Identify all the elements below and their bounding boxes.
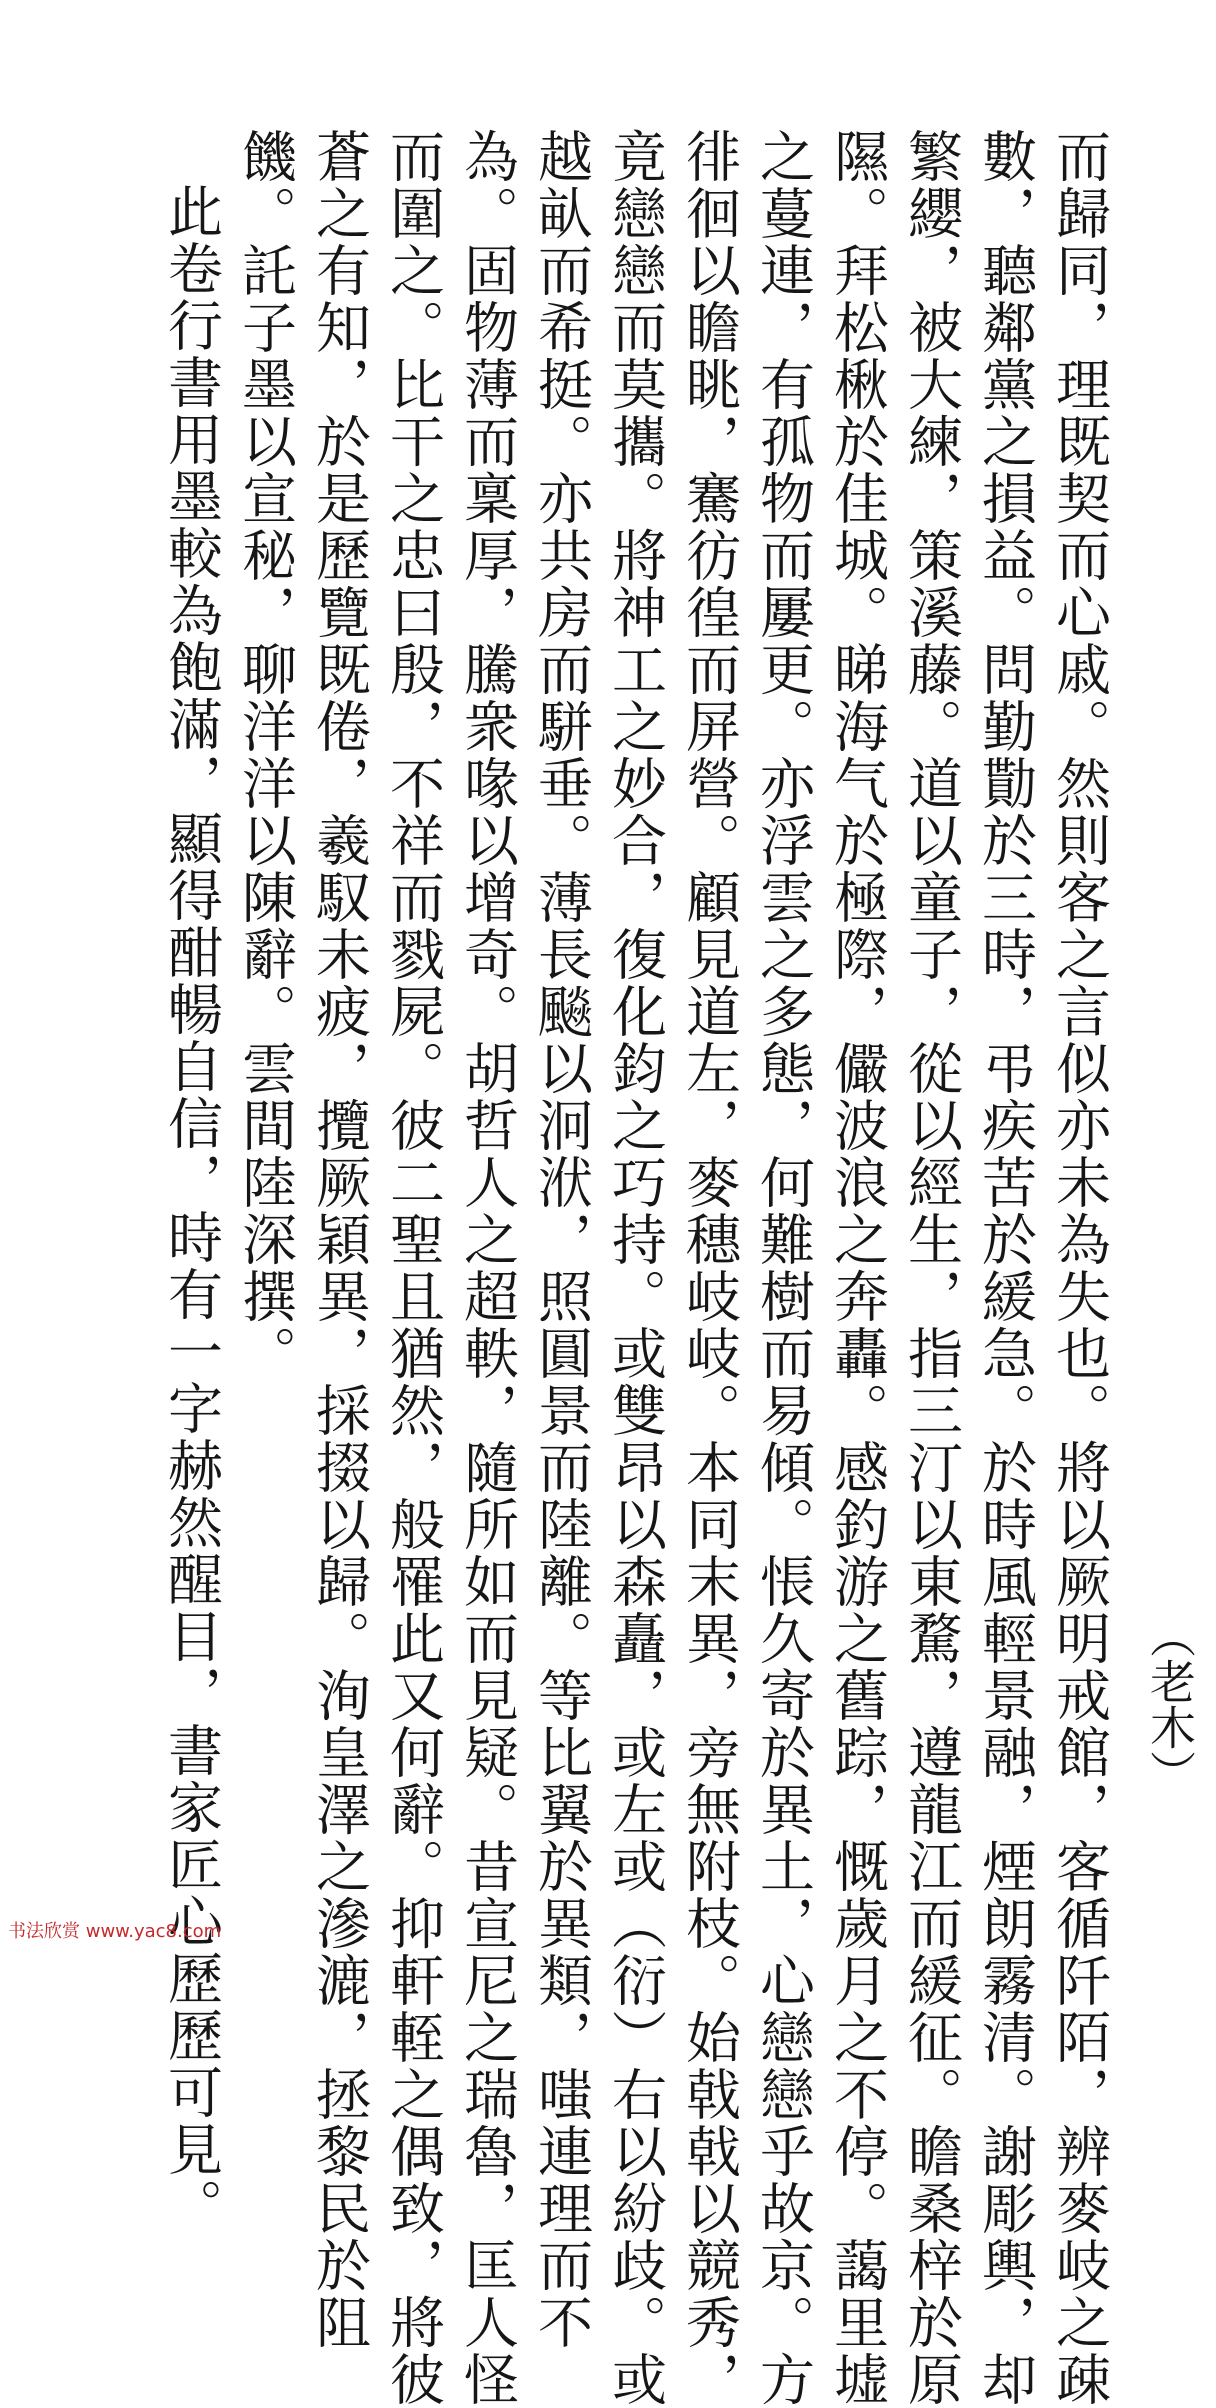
text-column-9: 為。固物薄而稟厚，騰衆喙以增奇。胡哲人之超軼，隨所如而見疑。昔宣尼之瑞魯，匡人怪 — [455, 128, 519, 2408]
text-column-11: 蒼之有知，於是歷覽既倦，羲馭未疲，攬厥穎異，採掇以歸。洵皇澤之滲漉，拯黎民於阻 — [307, 128, 371, 2351]
text-column-8: 越畒而希挺。亦共房而駢垂。薄長飈以泂洑，照圓景而陸離。等比翼於異類，嗤連理而不 — [529, 128, 593, 2351]
text-column-2: 數，聽鄰黨之損益。問勤勩於三時，弔疾苦於緩急。於時風輕景融，煙朗霧清。謝彫輿，却 — [973, 128, 1037, 2408]
text-column-1: 而歸同，理既契而心戚。然則客之言似亦未為失也。將以厥明戒館，客循阡陌，辨麥岐之疎 — [1047, 128, 1111, 2408]
text-column-4: 隰。拜松楸於佳城。睇海气於極際，儼波浪之奔轟。感釣游之舊踪，慨歲月之不停。藹里墟 — [825, 128, 889, 2408]
vertical-text-block — [154, 128, 1116, 2408]
text-column-12: 饑。託子墨以宣秘，聊洋洋以陳辭。雲間陸深撰。 — [233, 128, 297, 1382]
site-watermark: 书法欣赏 www.yac8.com — [8, 1921, 222, 1942]
text-column-5: 之蔓連，有孤物而屢更。亦浮雲之多態，何難樹而易傾。悵久寄於異土，心戀戀乎故京。方 — [751, 128, 815, 2408]
commentary-paragraph: 此卷行書用墨較為飽滿，顯得酣暢自信，時有一字赫然醒目，書家匠心歷歷可見。 — [159, 183, 223, 2235]
text-column-3: 繁纓，被大練，策溪藤。道以童子，從以經生，指三汀以東騖，遵龍江而緩征。瞻桑梓於原 — [899, 128, 963, 2408]
author-signature: （老木） — [1143, 1612, 1197, 1796]
text-column-10: 而圍之。比干之忠曰殷，不祥而戮屍。彼二聖且猶然，般罹此又何辭。抑軒輊之偶致，將彼 — [381, 128, 445, 2408]
text-column-6: 徘徊以瞻眺，騫彷徨而屏營。顧見道左，麥穗岐岐。本同末異，旁無附枝。始戟戟以競秀， — [677, 128, 741, 2408]
text-column-7: 竟戀戀而莫攜。將神工之妙合，復化鈞之巧持。或雙昂以森矗，或左或（衍）右以紛歧。或 — [603, 128, 667, 2408]
